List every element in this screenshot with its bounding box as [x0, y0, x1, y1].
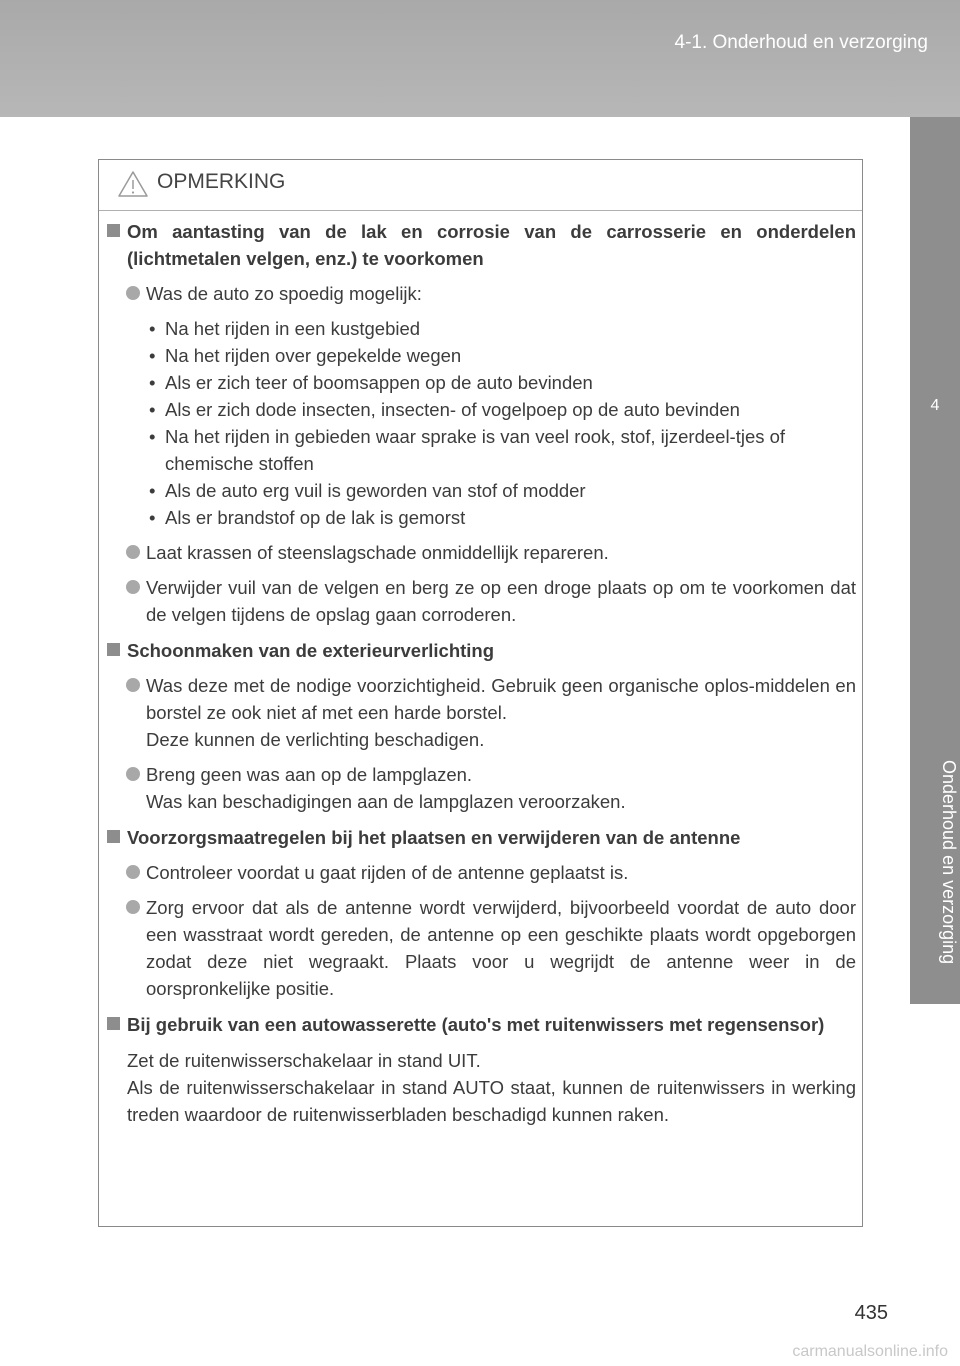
list-item: Zorg ervoor dat als de antenne wordt verwijderd, bijvoorbeeld voordat de auto door een wasstraat wordt gereden, de antenne op een geschikte plaats wordt opgeborgen zodat deze niet wegraakt. Plaats voor u wegrijdt de antenne weer in de oorspronkelijke positie.	[107, 894, 856, 1002]
sub-list-item: • Als er brandstof op de lak is gemorst	[149, 507, 466, 528]
circle-bullet-icon	[126, 865, 140, 879]
notice-header	[99, 160, 862, 211]
circle-bullet-icon	[126, 580, 140, 594]
header-bar	[0, 0, 960, 117]
notice-box	[98, 159, 863, 1227]
page-number: 435	[854, 1302, 888, 1324]
list-item: Laat krassen of steenslagschade onmiddellijk repareren.	[107, 539, 856, 566]
section-heading: Voorzorgsmaatregelen bij het plaatsen en verwijderen van de antenne	[107, 824, 856, 851]
sub-list-item: • Na het rijden in gebieden waar sprake is van veel rook, stof, ijzerdeel-tjes of chemische stoffen	[149, 426, 786, 474]
chapter-label: Onderhoud en verzorging	[939, 760, 959, 965]
list-item: Was de auto zo spoedig mogelijk:	[107, 280, 856, 307]
circle-bullet-icon	[126, 545, 140, 559]
list-item: Breng geen was aan op de lampglazen. Was kan beschadigingen aan de lampglazen veroorzaken.	[107, 761, 856, 815]
list-item: Was deze met de nodige voorzichtigheid. Gebruik geen organische oplos-middelen en borstel ze ook niet af met een harde borstel. Deze kunnen de verlichting beschadigen.	[107, 672, 856, 753]
section-heading: Schoonmaken van de exterieurverlichting	[107, 637, 856, 664]
list-item: Controleer voordat u gaat rijden of de antenne geplaatst is.	[107, 859, 856, 886]
list-item: Verwijder vuil van de velgen en berg ze op een droge plaats op om te voorkomen dat de velgen tijdens de opslag gaan corroderen.	[107, 574, 856, 628]
square-bullet-icon	[107, 1017, 120, 1030]
section-heading: Om aantasting van de lak en corrosie van de carrosserie en onderdelen (lichtmetalen velgen, enz.) te voorkomen	[107, 218, 856, 272]
section-title: 4-1. Onderhoud en verzorging	[674, 32, 928, 53]
notice-body	[107, 218, 856, 1128]
square-bullet-icon	[107, 224, 120, 237]
chapter-number: 4	[930, 397, 940, 414]
square-bullet-icon	[107, 830, 120, 843]
sub-list-item: • Na het rijden over gepekelde wegen	[149, 345, 462, 366]
sub-list-item: • Als er zich teer of boomsappen op de auto bevinden	[149, 372, 593, 393]
sub-list-item: • Als de auto erg vuil is geworden van stof of modder	[149, 480, 586, 501]
watermark: carmanualsonline.info	[792, 1343, 948, 1360]
circle-bullet-icon	[126, 767, 140, 781]
warning-icon	[117, 170, 149, 198]
square-bullet-icon	[107, 643, 120, 656]
sub-list-item: • Als er zich dode insecten, insecten- of vogelpoep op de auto bevinden	[149, 399, 740, 420]
circle-bullet-icon	[126, 286, 140, 300]
circle-bullet-icon	[126, 678, 140, 692]
circle-bullet-icon	[126, 900, 140, 914]
section-heading: Bij gebruik van een autowasserette (auto's met ruitenwissers met regensensor)	[107, 1011, 856, 1038]
notice-title: OPMERKING	[157, 170, 286, 193]
paragraph: Zet de ruitenwisserschakelaar in stand UIT. Als de ruitenwisserschakelaar in stand AUTO staat, kunnen de ruitenwissers in werking treden waardoor de ruitenwisserbladen beschadigd kunnen raken.	[127, 1050, 856, 1125]
sub-list-item: • Na het rijden in een kustgebied	[149, 318, 421, 339]
